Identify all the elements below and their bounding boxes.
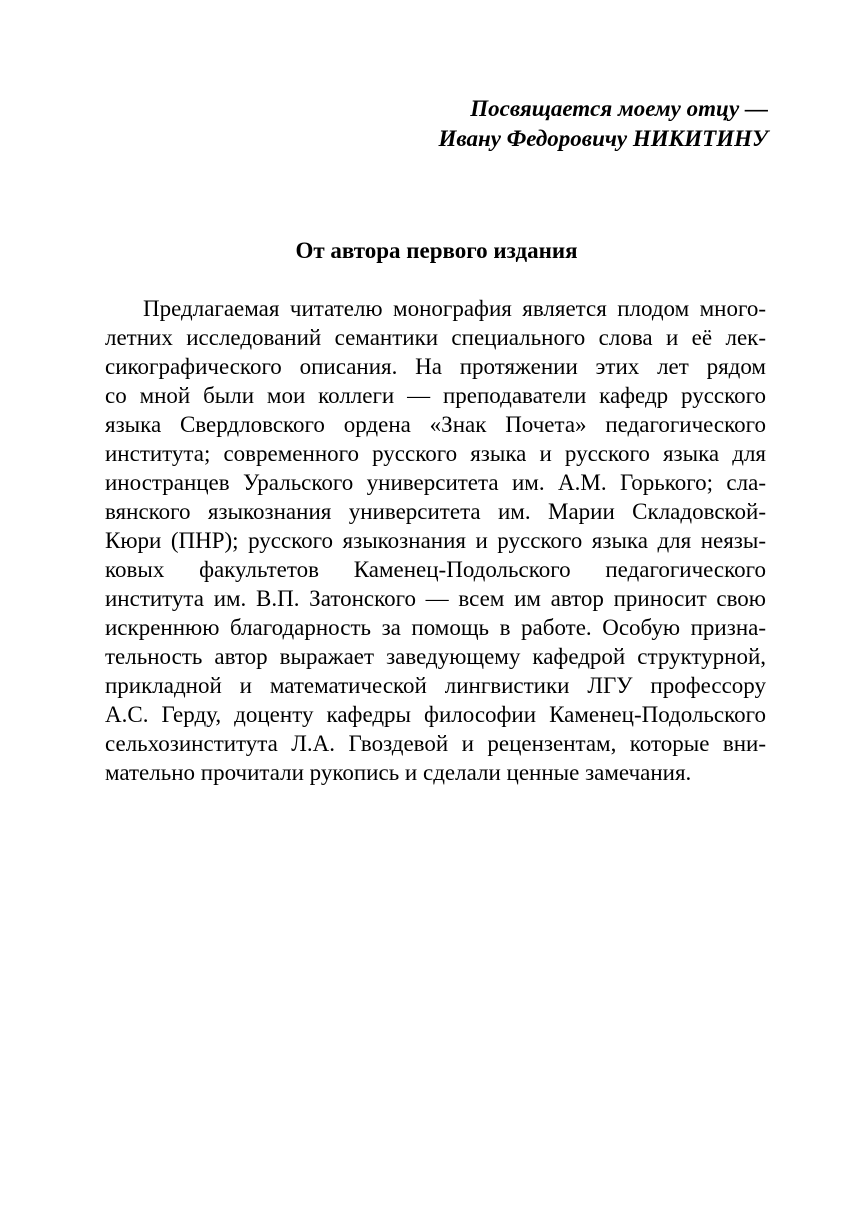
dedication-line: Ивану Федоровичу НИКИТИНУ xyxy=(438,126,768,151)
paragraph-line: ковых факультетов Каменец-Подольского педагогического xyxy=(105,557,766,582)
paragraph-line: сикографического описания. На протяжении этих лет рядом xyxy=(105,354,766,379)
paragraph-line: летних исследований семантики специального слова и её лек- xyxy=(105,325,766,350)
paragraph-line: тельность автор выражает заведующему кафедрой структурной, xyxy=(105,644,766,669)
dedication xyxy=(438,94,768,154)
paragraph-line: искреннюю благодарность за помощь в работе. Особую призна- xyxy=(105,615,766,640)
body-paragraph xyxy=(105,294,766,787)
paragraph-line: языка Свердловского ордена «Знак Почета» педагогического xyxy=(105,412,766,437)
paragraph-line: сельхозинститута Л.А. Гвоздевой и рецензентам, которые вни- xyxy=(105,731,766,756)
section-heading: От автора первого издания xyxy=(295,238,578,263)
dedication-line: Посвящается моему отцу — xyxy=(470,96,768,121)
paragraph-line: института им. В.П. Затонского — всем им автор приносит свою xyxy=(105,586,766,611)
paragraph-line: со мной были мои коллеги — преподаватели кафедр русского xyxy=(105,383,766,408)
paragraph-line: вянского языкознания университета им. Марии Складовской- xyxy=(105,499,766,524)
paragraph-line: А.С. Герду, доценту кафедры философии Каменец-Подольского xyxy=(105,702,766,727)
paragraph-line: института; современного русского языка и русского языка для xyxy=(105,441,766,466)
paragraph-line: иностранцев Уральского университета им. А.М. Горького; сла- xyxy=(105,470,766,495)
paragraph-line: мательно прочитали рукопись и сделали ценные замечания. xyxy=(105,760,692,785)
paragraph-line: прикладной и математической лингвистики ЛГУ профессору xyxy=(105,673,766,698)
paragraph-line: Предлагаемая читателю монография является плодом много- xyxy=(143,296,766,321)
paragraph-line: Кюри (ПНР); русского языкознания и русского языка для неязы- xyxy=(105,528,766,553)
